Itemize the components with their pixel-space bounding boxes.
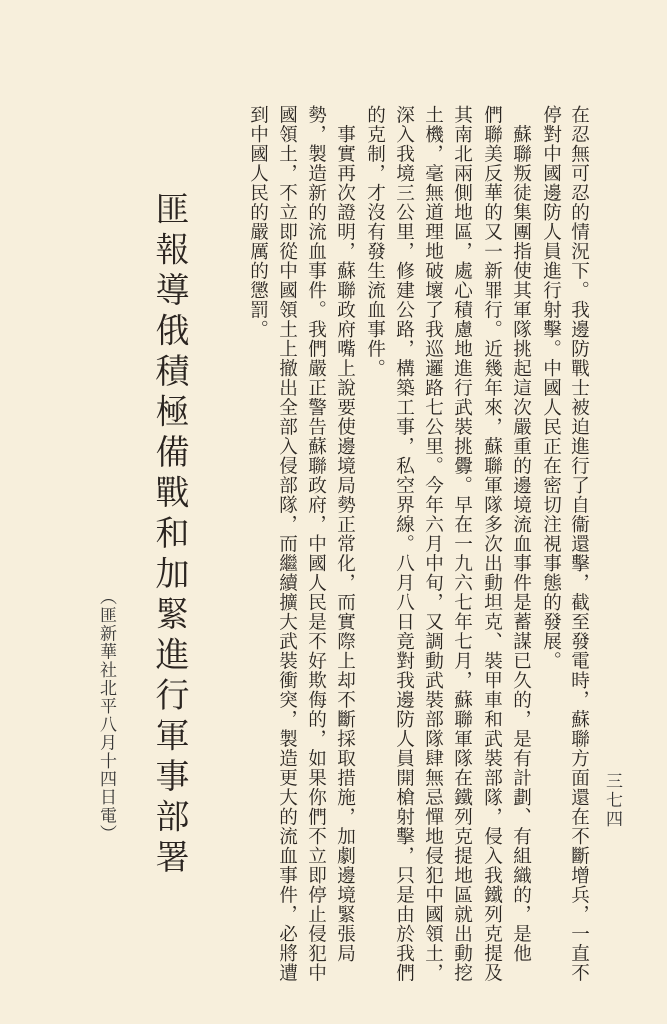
text-column: 事實再次證明，蘇聯政府嘴上說要使邊境局勢正常化，而實際上却不斷採取措施，加劇邊境緊張局	[334, 105, 356, 963]
text-column: 蘇聯叛徒集團指使其軍隊挑起這次嚴重的邊境流血事件是蓄謀已久的，是有計劃、有組織的，是他	[510, 105, 532, 963]
text-column: 其南北兩側地區，處心積慮地進行武裝挑釁。早在一九六七年七月，蘇聯軍隊在鐵列克提地區就出動挖	[451, 105, 473, 983]
text-column: 勢，製造新的流血事件。我們嚴正警告蘇聯政府，中國人民是不好欺侮的，如果你們不立即停止侵犯中	[305, 105, 327, 983]
text-column: 們聯美反華的又一新罪行。近幾年來，蘇聯軍隊多次出動坦克、裝甲車和武裝部隊，侵入我鐵列克提及	[481, 105, 503, 983]
text-column: 國領土，不立即從中國領土上撤出全部入侵部隊，而繼續擴大武裝衝突，製造更大的流血事件，必將遭	[276, 105, 298, 983]
text-column: 土機，毫無道理地破壞了我巡邏路七公里。今年六月中旬，又調動武裝部隊肆無忌憚地侵犯中國領土，	[422, 105, 444, 983]
source-line: （匪新華社北平八月十四日電）	[96, 588, 116, 843]
text-column: 深入我境三公里，修建公路，構築工事，私空界線。八月八日竟對我邊防人員開槍射擊，只是由於我們	[393, 105, 415, 983]
text-column: 的克制，才沒有發生流血事件。	[364, 105, 386, 378]
headline: 匪報導俄積極備戰和加緊進行軍事部署	[149, 191, 189, 880]
text-column: 到中國人民的嚴厲的懲罰。	[247, 105, 269, 339]
text-column: 停對中國邊防人員進行射擊。中國人民正在密切注視事態的發展。	[540, 105, 562, 671]
text-column: 在忍無可忍的情況下。我邊防戰士被迫進行了自衞還擊，截至發電時，蘇聯方面還在不斷增兵，一直不	[568, 105, 590, 983]
page-number: 三七四	[602, 772, 622, 829]
